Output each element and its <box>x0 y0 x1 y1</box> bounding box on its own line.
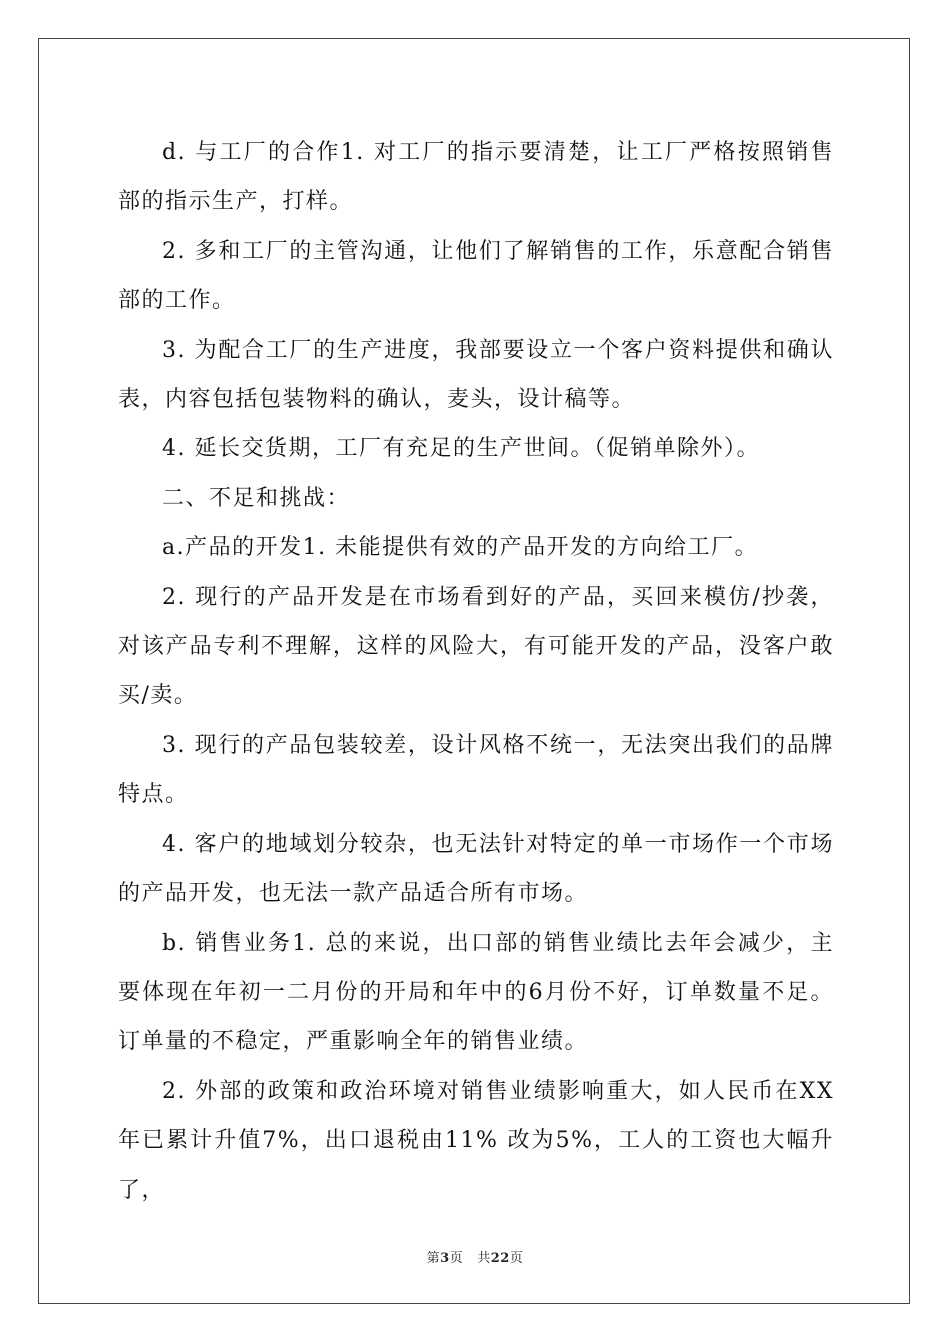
paragraph: 3. 现行的产品包装较差，设计风格不统一，无法突出我们的品牌特点。 <box>118 732 834 808</box>
paragraph: 3. 为配合工厂的生产进度，我部要设立一个客户资料提供和确认表，内容包括包装物料的确认，麦头，设计稿等。 <box>118 337 834 413</box>
total-unit: 页 <box>509 1251 524 1266</box>
paragraph: b. 销售业务1. 总的来说，出口部的销售业绩比去年会减少，主要体现在年初一二月份的开局和年中的6月份不好，订单数量不足。订单量的不稳定，严重影响全年的销售业绩。 <box>118 930 834 1055</box>
paragraph: d. 与工厂的合作1. 对工厂的指示要清楚，让工厂严格按照销售部的指示生产，打样。 <box>118 140 834 215</box>
paragraph: 2. 现行的产品开发是在市场看到好的产品，买回来模仿/抄袭，对该产品专利不理解，这样的风险大，有可能开发的产品，没客户敢买/卖。 <box>118 584 834 709</box>
total-prefix: 共 <box>477 1251 491 1266</box>
document-body <box>118 128 834 1215</box>
page-footer <box>0 1247 950 1266</box>
paragraph: 4. 延长交货期，工厂有充足的生产世间。（促销单除外）。 <box>162 436 760 462</box>
paragraph: a.产品的开发1. 未能提供有效的产品开发的方向给工厂。 <box>162 535 759 561</box>
section-heading: 二、不足和挑战： <box>162 485 351 511</box>
paragraph: 2. 外部的政策和政治环境对销售业绩影响重大，如人民币在XX年已累计升值7%，出口退税由11% 改为5%，工人的工资也大幅升了， <box>118 1078 834 1203</box>
paragraph: 4. 客户的地域划分较杂，也无法针对特定的单一市场作一个市场的产品开发，也无法一款产品适合所有市场。 <box>118 831 834 907</box>
page-total-number: 22 <box>490 1251 510 1266</box>
page-unit: 页 <box>449 1251 464 1266</box>
page-prefix: 第 <box>426 1251 441 1266</box>
paragraph: 2. 多和工厂的主管沟通，让他们了解销售的工作，乐意配合销售部的工作。 <box>118 238 834 314</box>
page-current-number: 3 <box>440 1251 450 1266</box>
